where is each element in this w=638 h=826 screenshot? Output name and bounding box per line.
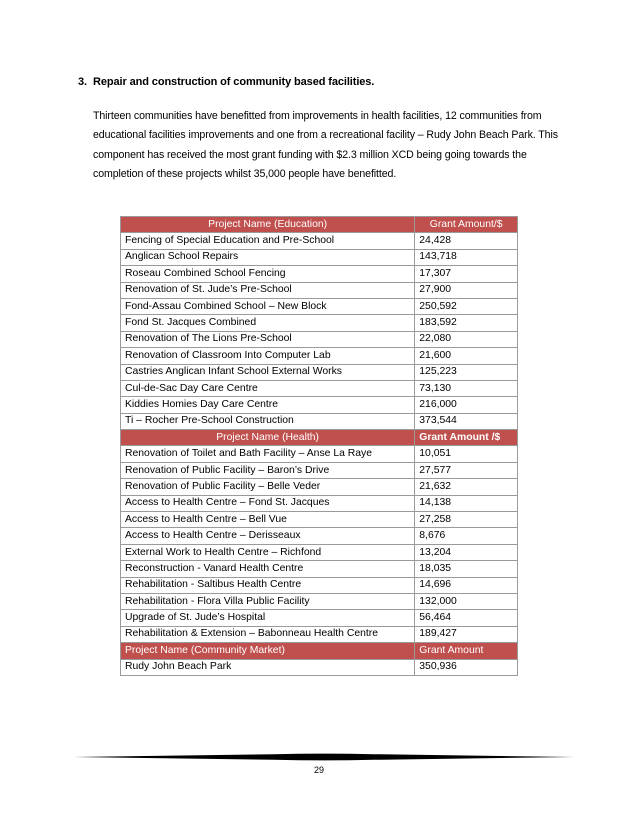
project-name: Anglican School Repairs <box>121 249 415 265</box>
table-row <box>121 331 518 347</box>
grant-amount: 373,544 <box>415 413 518 429</box>
table-row <box>121 266 518 282</box>
grant-amount: 22,080 <box>415 331 518 347</box>
community-header-amount: Grant Amount <box>415 643 518 659</box>
table-row <box>121 479 518 495</box>
grant-amount: 27,900 <box>415 282 518 298</box>
grant-amount: 21,600 <box>415 348 518 364</box>
project-name: Rehabilitation - Saltibus Health Centre <box>121 577 415 593</box>
education-header-name: Project Name (Education) <box>121 217 415 233</box>
table-row <box>121 659 518 675</box>
project-name: Fencing of Special Education and Pre-School <box>121 233 415 249</box>
health-header-row <box>121 430 518 446</box>
grant-amount: 24,428 <box>415 233 518 249</box>
project-name: Roseau Combined School Fencing <box>121 266 415 282</box>
grant-amount: 143,718 <box>415 249 518 265</box>
project-name: Renovation of Public Facility – Baron’s Drive <box>121 462 415 478</box>
project-name: Rehabilitation - Flora Villa Public Facility <box>121 593 415 609</box>
project-name: Access to Health Centre – Derisseaux <box>121 528 415 544</box>
table-row <box>121 495 518 511</box>
table-row <box>121 348 518 364</box>
project-name: Kiddies Homies Day Care Centre <box>121 397 415 413</box>
grant-amount: 14,696 <box>415 577 518 593</box>
section-number: 3. <box>78 76 87 88</box>
table-row <box>121 397 518 413</box>
table-row <box>121 413 518 429</box>
community-header-row <box>121 643 518 659</box>
table-row <box>121 610 518 626</box>
grant-amount: 17,307 <box>415 266 518 282</box>
table-row <box>121 577 518 593</box>
project-name: Castries Anglican Infant School External Works <box>121 364 415 380</box>
project-name: Cul-de-Sac Day Care Centre <box>121 380 415 396</box>
page-number: 29 <box>313 765 324 775</box>
section-heading <box>78 76 374 88</box>
grant-amount: 10,051 <box>415 446 518 462</box>
project-name: Fond-Assau Combined School – New Block <box>121 298 415 314</box>
table-row <box>121 561 518 577</box>
grant-table <box>120 216 518 676</box>
community-header-name: Project Name (Community Market) <box>121 643 415 659</box>
grant-amount: 21,632 <box>415 479 518 495</box>
table-row <box>121 446 518 462</box>
project-name: Rehabilitation & Extension – Babonneau Health Centre <box>121 626 415 642</box>
grant-amount: 183,592 <box>415 315 518 331</box>
project-name: Fond St. Jacques Combined <box>121 315 415 331</box>
table-row <box>121 233 518 249</box>
grant-amount: 125,223 <box>415 364 518 380</box>
health-header-amount: Grant Amount /$ <box>415 430 518 446</box>
project-name: External Work to Health Centre – Richfond <box>121 544 415 560</box>
project-name: Access to Health Centre – Fond St. Jacques <box>121 495 415 511</box>
grant-amount: 8,676 <box>415 528 518 544</box>
table-row <box>121 462 518 478</box>
table-row <box>121 512 518 528</box>
grant-amount: 56,464 <box>415 610 518 626</box>
health-header-name: Project Name (Health) <box>121 430 415 446</box>
table-row <box>121 528 518 544</box>
grant-amount: 189,427 <box>415 626 518 642</box>
project-name: Upgrade of St. Jude’s Hospital <box>121 610 415 626</box>
education-header-amount: Grant Amount/$ <box>415 217 518 233</box>
table-row <box>121 544 518 560</box>
grant-amount: 13,204 <box>415 544 518 560</box>
grant-amount: 27,577 <box>415 462 518 478</box>
grant-amount: 14,138 <box>415 495 518 511</box>
project-name: Reconstruction - Vanard Health Centre <box>121 561 415 577</box>
table-row <box>121 626 518 642</box>
grant-amount: 73,130 <box>415 380 518 396</box>
grant-amount: 27,258 <box>415 512 518 528</box>
table-row <box>121 364 518 380</box>
project-name: Access to Health Centre – Bell Vue <box>121 512 415 528</box>
footer-divider <box>74 753 574 761</box>
grant-amount: 250,592 <box>415 298 518 314</box>
grant-amount: 216,000 <box>415 397 518 413</box>
grant-amount: 132,000 <box>415 593 518 609</box>
table-row <box>121 249 518 265</box>
table-row <box>121 282 518 298</box>
table-row <box>121 380 518 396</box>
education-header-row <box>121 217 518 233</box>
body-paragraph: Thirteen communities have benefitted from improvements in health facilities, 12 communities from educational facilities improvements and one from a recreational facility – Rudy John Beach Park. This component has received the most grant funding with $2.3 million XCD being going towards the completion of these projects whilst 35,000 people have benefitted. <box>93 110 558 180</box>
project-name: Ti – Rocher Pre-School Construction <box>121 413 415 429</box>
table-row <box>121 593 518 609</box>
project-name: Renovation of Public Facility – Belle Veder <box>121 479 415 495</box>
project-name: Rudy John Beach Park <box>121 659 415 675</box>
grant-amount: 18,035 <box>415 561 518 577</box>
section-title: Repair and construction of community based facilities. <box>93 76 375 88</box>
project-name: Renovation of Classroom Into Computer Lab <box>121 348 415 364</box>
grant-amount: 350,936 <box>415 659 518 675</box>
table-row <box>121 298 518 314</box>
project-name: Renovation of St. Jude’s Pre-School <box>121 282 415 298</box>
project-name: Renovation of The Lions Pre-School <box>121 331 415 347</box>
project-name: Renovation of Toilet and Bath Facility – Anse La Raye <box>121 446 415 462</box>
table-row <box>121 315 518 331</box>
